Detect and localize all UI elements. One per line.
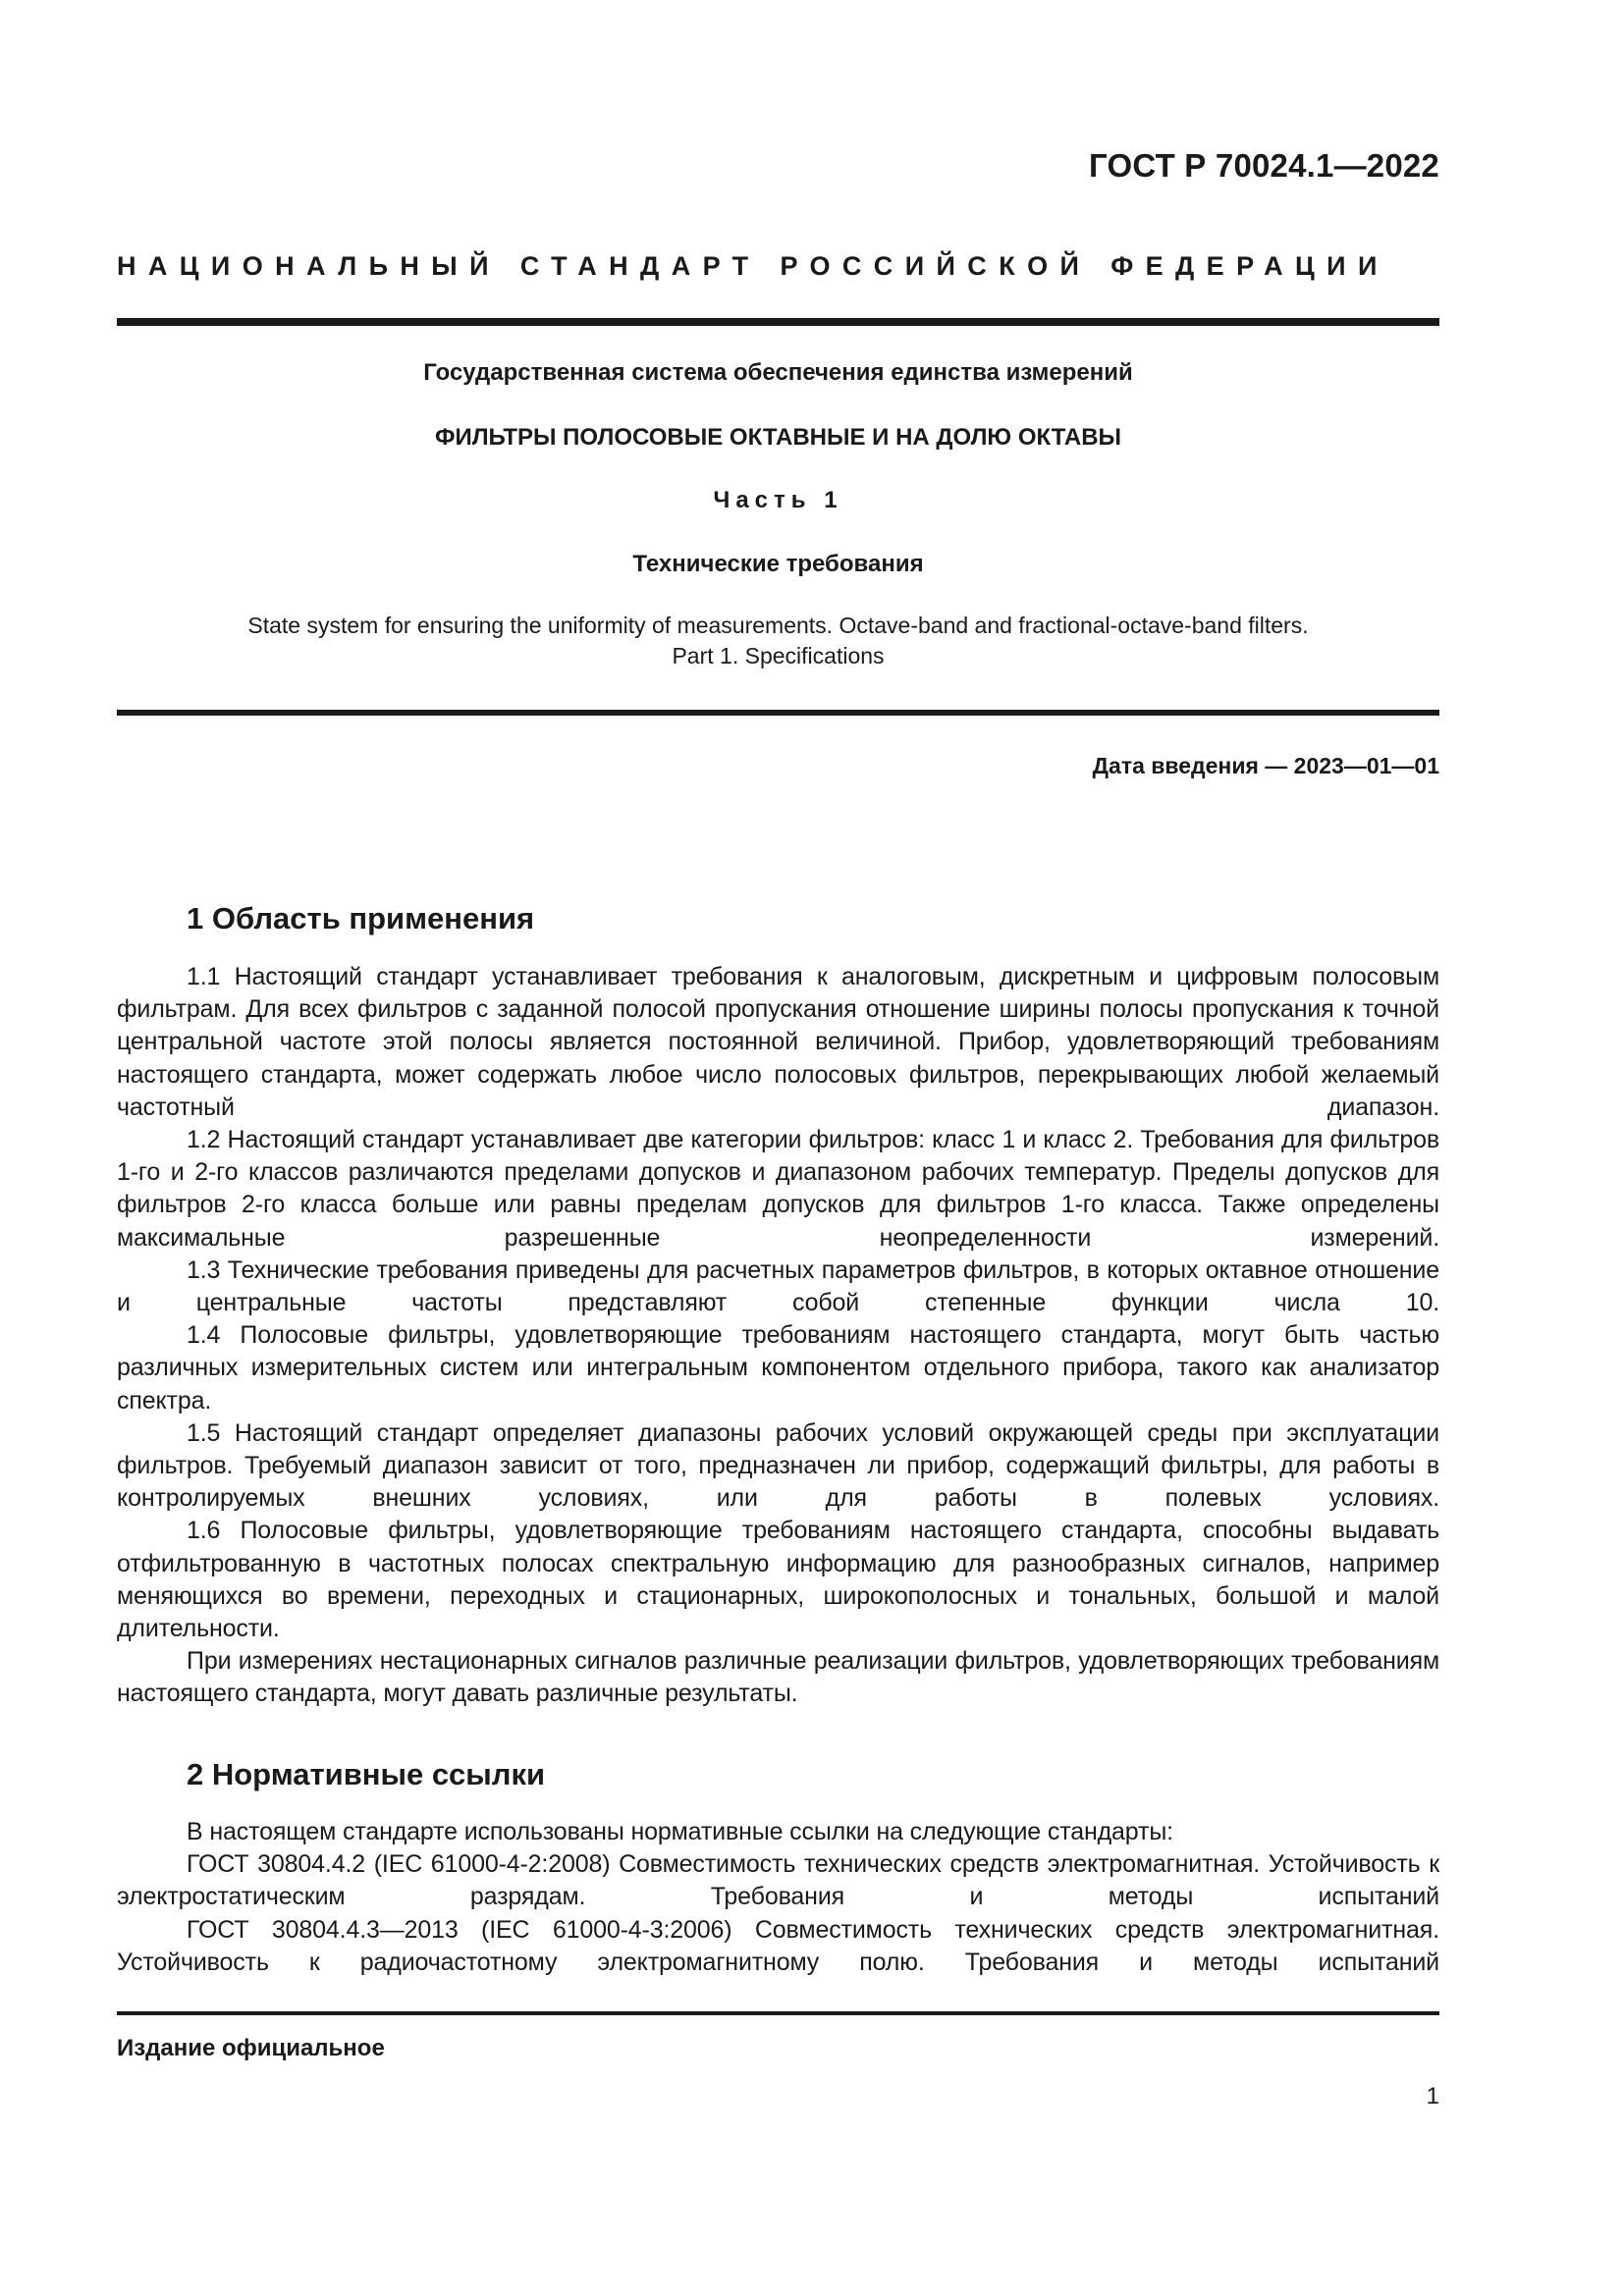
reference-gost-30804-4-3: ГОСТ 30804.4.3—2013 (IEC 61000-4-3:2006) Совместимость технических средств электромагнитная. Устойчивость к радиочастотному электромагнитному полю. Требования и методы испытаний [117,1915,1439,1976]
section-1-heading: 1 Область применения [187,901,535,935]
english-title-line-1: State system for ensuring the uniformity of measurements. Octave-band and fractional-octave-band filters. [247,613,1309,638]
paragraph-1-2: 1.2 Настоящий стандарт устанавливает две категории фильтров: класс 1 и класс 2. Требования для фильтров 1-го и 2-го классов различаются пределами допусков и диапазоном рабочих температур. Пределы допусков для фильтров 2-го класса больше или равны пределам допусков для фильтров 1-го класса. Также определены максимальные разрешенные неопределенности измерений. [117,1126,1439,1252]
paragraph-1-4: 1.4 Полосовые фильтры, удовлетворяющие требованиям настоящего стандарта, могут быть частью различных измерительных систем или интегральным компонентом отдельного прибора, такого как анализатор спектра. [117,1321,1439,1415]
top-divider [117,318,1439,326]
english-title [117,611,1439,671]
section-1-body [117,961,1439,1711]
part-subtitle: Технические требования [632,551,924,577]
national-standard-banner: НАЦИОНАЛЬНЫЙ СТАНДАРТ РОССИЙСКОЙ ФЕДЕРАЦИИ [117,251,1389,281]
title-divider [117,710,1439,716]
paragraph-1-note: При измерениях нестационарных сигналов различные реализации фильтров, удовлетворяющих требованиям настоящего стандарта, могут давать различные результаты. [117,1647,1439,1708]
paragraph-1-3: 1.3 Технические требования приведены для расчетных параметров фильтров, в которых октавное отношение и центральные частоты представляют собой степенные функции числа 10. [117,1255,1439,1317]
section-2-heading: 2 Нормативные ссылки [187,1757,546,1791]
part-title: Часть 1 [713,487,843,513]
paragraph-1-5: 1.5 Настоящий стандарт определяет диапазоны рабочих условий окружающей среды при эксплуатации фильтров. Требуемый диапазон зависит от того, предназначен ли прибор, содержащий фильтры, для работы в контролируемых внешних условиях, или для работы в полевых условиях. [117,1418,1439,1513]
standard-number: ГОСТ Р 70024.1—2022 [1089,147,1439,184]
paragraph-1-1: 1.1 Настоящий стандарт устанавливает требования к аналоговым, дискретным и цифровым полосовым фильтрам. Для всех фильтров с заданной полосой пропускания отношение ширины полосы пропускания к точной центральной частоте этой полосы является постоянной величиной. Прибор, удовлетворяющий требованиям настоящего стандарта, может содержать любое число полосовых фильтров, перекрывающих любой желаемый частотный диапазон. [117,963,1439,1121]
section-2-body [117,1816,1439,1979]
system-title: Государственная система обеспечения единства измерений [423,359,1133,386]
footer-divider [117,2011,1439,2015]
reference-gost-30804-4-2: ГОСТ 30804.4.2 (IEC 61000-4-2:2008) Совместимость технических средств электромагнитная. Устойчивость к электростатическим разрядам. Требования и методы испытаний [117,1850,1439,1911]
page-number: 1 [1426,2083,1439,2109]
main-title: ФИЛЬТРЫ ПОЛОСОВЫЕ ОКТАВНЫЕ И НА ДОЛЮ ОКТАВЫ [434,424,1122,451]
introduction-date: Дата введения — 2023—01—01 [1092,753,1439,778]
paragraph-2-intro: В настоящем стандарте использованы нормативные ссылки на следующие стандарты: [187,1818,1173,1845]
paragraph-1-6: 1.6 Полосовые фильтры, удовлетворяющие требованиям настоящего стандарта, способны выдавать отфильтрованную в частотных полосах спектральную информацию для разнообразных сигналов, например меняющихся во времени, переходных и стационарных, широкополосных и тональных, большой и малой длительности. [117,1517,1439,1643]
english-title-line-2: Part 1. Specifications [672,643,885,668]
official-edition-label: Издание официальное [117,2035,385,2061]
